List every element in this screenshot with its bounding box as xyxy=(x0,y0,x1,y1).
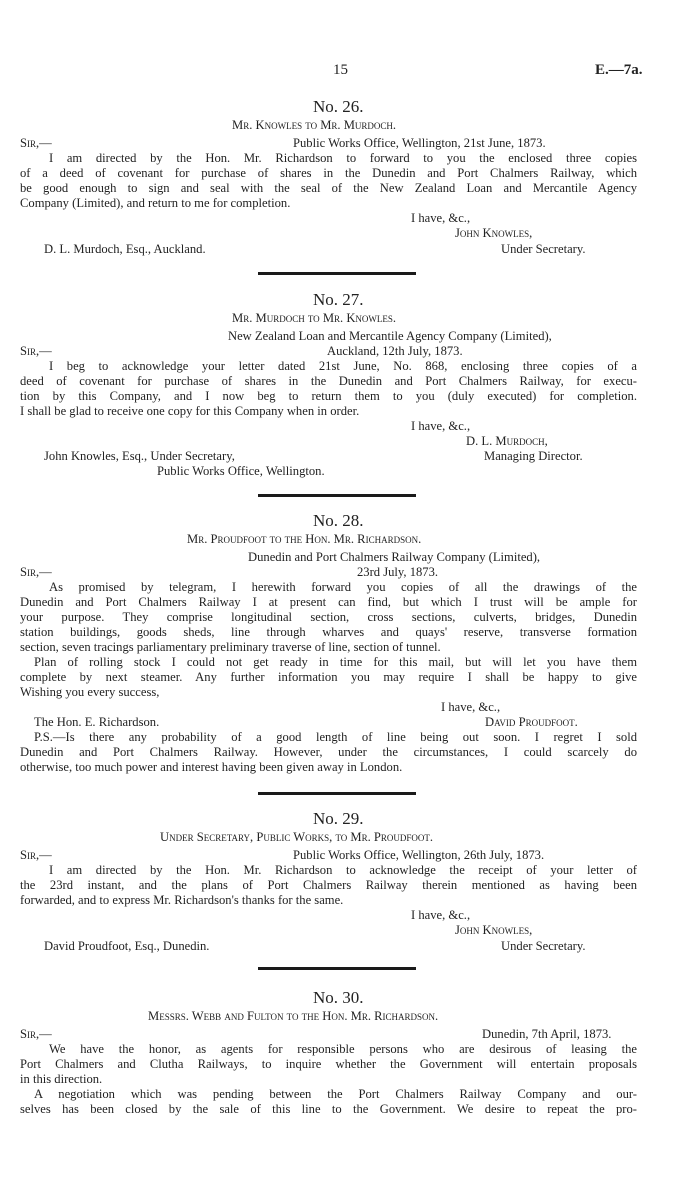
body-line: Wishing you every success, xyxy=(20,685,160,699)
body-line: I beg to acknowledge your letter dated 21st June, No. 868, enclosing three copies of a xyxy=(49,359,637,373)
body-line: I am directed by the Hon. Mr. Richardson to forward to you the enclosed three copies xyxy=(49,151,637,165)
letter-address: 23rd July, 1873. xyxy=(357,565,439,579)
closing: I have, &c., xyxy=(441,700,501,714)
closing: I have, &c., xyxy=(411,908,471,922)
letter-address: New Zealand Loan and Mercantile Agency Company (Limited), xyxy=(228,329,552,343)
closing: I have, &c., xyxy=(411,419,471,433)
body-line: station buildings, goods sheds, line through wharves and quays' reserve, transverse formation xyxy=(20,625,637,639)
body-line: your purpose. They comprise longitudinal section, cross sections, culverts, bridges, Dunedin xyxy=(20,610,637,624)
salutation: Sir,— xyxy=(20,344,52,358)
signature-name: D. L. Murdoch, xyxy=(466,434,548,448)
body-line: We have the honor, as agents for responsible persons who are desirous of leasing the xyxy=(49,1042,637,1056)
postscript-line: P.S.—Is there any probability of a good length of line being out soon. I regret I sold xyxy=(34,730,637,744)
letter-number: No. 28. xyxy=(313,511,364,530)
closing: I have, &c., xyxy=(411,211,471,225)
signature-title: Under Secretary. xyxy=(501,242,586,256)
salutation: Sir,— xyxy=(20,1027,52,1041)
recipient: David Proudfoot, Esq., Dunedin. xyxy=(44,939,210,953)
recipient: D. L. Murdoch, Esq., Auckland. xyxy=(44,242,206,256)
recipient-line-2: Public Works Office, Wellington. xyxy=(157,464,325,478)
letter-number: No. 27. xyxy=(313,290,364,309)
body-line: I am directed by the Hon. Mr. Richardson to acknowledge the receipt of your letter of xyxy=(49,863,637,877)
body-line: tion by this Company, and I now beg to return them to you (duly executed) for completion. xyxy=(20,389,637,403)
section-divider xyxy=(258,494,416,497)
postscript-line: otherwise, too much power and interest having been given away in London. xyxy=(20,760,403,774)
body-line: Dunedin and Port Chalmers Railway I at present can find, but which I trust will be ample for xyxy=(20,595,637,609)
section-divider xyxy=(258,967,416,970)
signature-name: John Knowles, xyxy=(455,923,533,937)
body-line: forwarded, and to express Mr. Richardson's thanks for the same. xyxy=(20,893,344,907)
body-line: complete by next steamer. Any further information you may require I shall be happy to give xyxy=(20,670,637,684)
body-line: selves has been closed by the sale of this line to the Government. We desire to repeat the pro- xyxy=(20,1102,637,1116)
recipient: The Hon. E. Richardson. xyxy=(34,715,160,729)
letter-number: No. 26. xyxy=(313,97,364,116)
section-divider xyxy=(258,272,416,275)
recipient: John Knowles, Esq., Under Secretary, xyxy=(44,449,235,463)
salutation: Sir,— xyxy=(20,565,52,579)
body-line: I shall be glad to receive one copy for this Company when in order. xyxy=(20,404,360,418)
signature-title: Managing Director. xyxy=(484,449,583,463)
letter-parties: Mr. Knowles to Mr. Murdoch. xyxy=(232,118,397,132)
signature-title: Under Secretary. xyxy=(501,939,586,953)
salutation: Sir,— xyxy=(20,136,52,150)
page-number: 15 xyxy=(333,62,348,78)
letter-number: No. 29. xyxy=(313,809,364,828)
letter-address: Auckland, 12th July, 1873. xyxy=(327,344,463,358)
body-line: the 23rd instant, and the plans of Port Chalmers Railway therein mentioned as having been xyxy=(20,878,637,892)
body-line: Company (Limited), and return to me for completion. xyxy=(20,196,291,210)
body-line: A negotiation which was pending between the Port Chalmers Railway Company and our- xyxy=(34,1087,637,1101)
letter-parties: Mr. Murdoch to Mr. Knowles. xyxy=(232,311,397,325)
body-line: section, seven tracings parliamentary preliminary traverse of line, section of tunnel. xyxy=(20,640,441,654)
letter-parties: Messrs. Webb and Fulton to the Hon. Mr. Richardson. xyxy=(148,1009,439,1023)
letter-number: No. 30. xyxy=(313,988,364,1007)
letter-address: Dunedin and Port Chalmers Railway Company (Limited), xyxy=(248,550,541,564)
body-line: in this direction. xyxy=(20,1072,103,1086)
signature-name: John Knowles, xyxy=(455,226,533,240)
salutation: Sir,— xyxy=(20,848,52,862)
letter-address: Public Works Office, Wellington, 26th July, 1873. xyxy=(293,848,545,862)
signature-name: David Proudfoot. xyxy=(485,715,578,729)
letter-parties: Mr. Proudfoot to the Hon. Mr. Richardson. xyxy=(187,532,422,546)
letter-address: Public Works Office, Wellington, 21st June, 1873. xyxy=(293,136,546,150)
body-line: Port Chalmers and Clutha Railways, to inquire whether the Government will entertain proposals xyxy=(20,1057,637,1071)
body-line: Plan of rolling stock I could not get ready in time for this mail, but will let you have them xyxy=(34,655,637,669)
document-reference: E.—7a. xyxy=(595,62,643,78)
letter-parties: Under Secretary, Public Works, to Mr. Proudfoot. xyxy=(160,830,434,844)
letter-address: Dunedin, 7th April, 1873. xyxy=(482,1027,612,1041)
body-line: of a deed of covenant for purchase of shares in the Dunedin and Port Chalmers Railway, which xyxy=(20,166,637,180)
body-line: deed of covenant for purchase of shares in the Dunedin and Port Chalmers Railway, for execu- xyxy=(20,374,637,388)
body-line: be good enough to sign and seal with the seal of the New Zealand Loan and Mercantile Agency xyxy=(20,181,637,195)
body-line: As promised by telegram, I herewith forward you copies of all the drawings of the xyxy=(49,580,637,594)
postscript-line: Dunedin and Port Chalmers Railway. However, under the circumstances, I could scarcely do xyxy=(20,745,637,759)
section-divider xyxy=(258,792,416,795)
